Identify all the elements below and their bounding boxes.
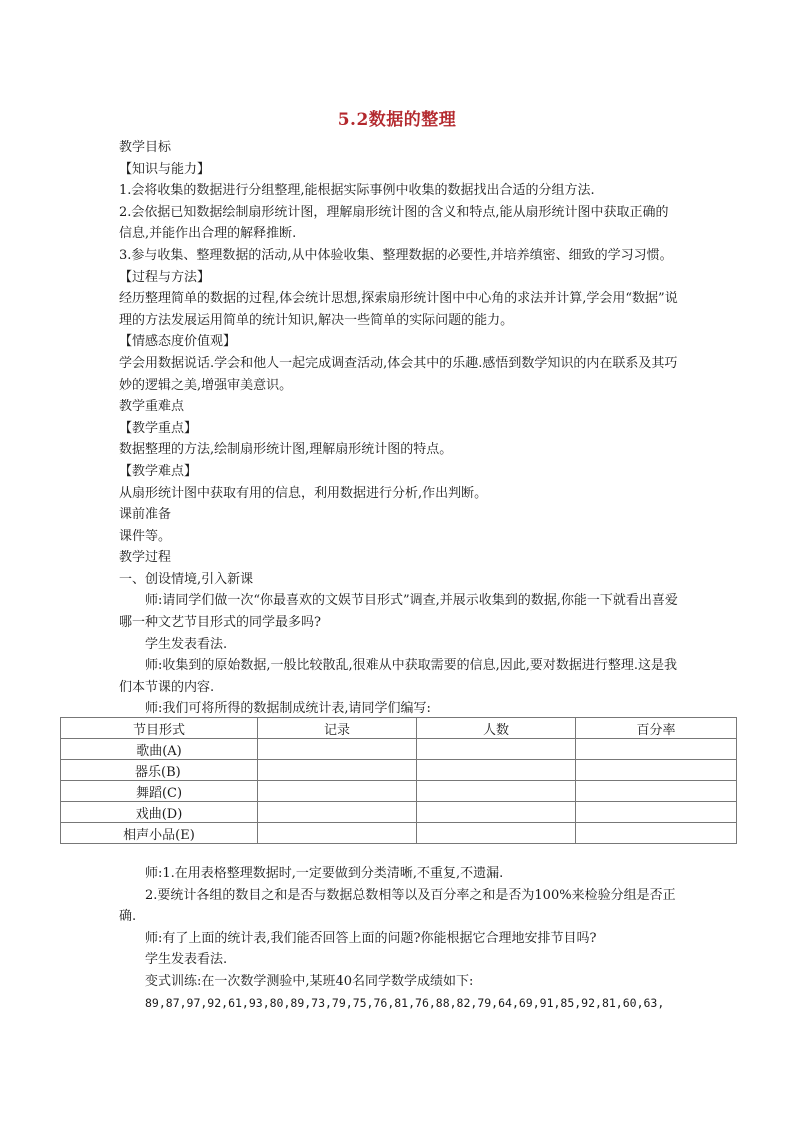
table-header-row: [61, 718, 737, 739]
table-row: [61, 781, 737, 802]
count-cell: [417, 823, 576, 844]
header-count: 人数: [417, 718, 576, 739]
heading-key-points: 教学重难点: [119, 399, 185, 415]
teacher-summary-2: 2.要统计各组的数目之和是否与数据总数相等以及百分率之和是否为100%来检验分组是否正确.: [119, 887, 676, 925]
header-record: 记录: [258, 718, 417, 739]
row-label: 相声小品(E): [61, 823, 258, 844]
difficulty-text: 从扇形统计图中获取有用的信息，利用数据进行分析,作出判断。: [119, 485, 488, 501]
percentage-cell: [576, 760, 737, 781]
subheading-focus: 【教学重点】: [119, 420, 198, 436]
count-cell: [417, 739, 576, 760]
focus-text: 数据整理的方法,绘制扇形统计图,理解扇形统计图的特点。: [119, 442, 453, 458]
teacher-summary-1: 师:1.在用表格整理数据时,一定要做到分类清晰,不重复,不遗漏.: [145, 866, 504, 881]
subheading-difficulty: 【教学难点】: [119, 463, 198, 479]
student-response: 学生发表看法.: [145, 636, 228, 652]
percentage-cell: [576, 802, 737, 823]
preparation-text: 课件等。: [119, 528, 172, 544]
subheading-knowledge: 【知识与能力】: [119, 161, 211, 177]
process-text: 经历整理简单的数据的过程,体会统计思想,探索扇形统计图中中心角的求法并计算,学会用“数据”说理的方法发展运用简单的统计知识,解决一些简单的实际问题的能力。: [119, 291, 678, 328]
heading-preparation: 课前准备: [119, 507, 172, 523]
teacher-instruction: 师:我们可将所得的数据制成统计表,请同学们编写:: [145, 701, 431, 717]
record-cell: [258, 823, 417, 844]
table-row: [61, 802, 737, 823]
summary-section: [119, 863, 679, 1014]
variant-exercise: 变式训练:在一次数学测验中,某班40名同学数学成绩如下:: [145, 973, 474, 989]
attitude-text: 学会用数据说话.学会和他人一起完成调查活动,体会其中的乐趣.感悟到数学知识的内在联系及其巧妙的逻辑之美,增强审美意识。: [119, 355, 678, 393]
percentage-cell: [576, 739, 737, 760]
teacher-question: 师:请同学们做一次“你最喜欢的文娱节目形式”调查,并展示收集到的数据,你能一下就看出喜爱哪一种文艺节目形式的同学最多吗?: [119, 593, 678, 631]
objective-3: 3.参与收集、整理数据的活动,从中体验收集、整理数据的必要性,并培养缜密、细致的学习习惯。: [119, 247, 673, 263]
table-row: [61, 739, 737, 760]
row-label: 舞蹈(C): [61, 781, 258, 802]
row-label: 歌曲(A): [61, 739, 258, 760]
count-cell: [417, 781, 576, 802]
objective-2: 2.会依据已知数据绘制扇形统计图，理解扇形统计图的含义和特点,能从扇形统计图中获取正确的信息,并能作出合理的解释推断.: [119, 204, 669, 242]
count-cell: [417, 760, 576, 781]
stat-table: [60, 717, 737, 844]
record-cell: [258, 739, 417, 760]
percentage-cell: [576, 781, 737, 802]
objective-1: 1.会将收集的数据进行分组整理,能根据实际事例中收集的数据找出合适的分组方法.: [119, 183, 595, 199]
heading-objectives: 教学目标: [119, 140, 172, 155]
record-cell: [258, 781, 417, 802]
row-label: 戏曲(D): [61, 802, 258, 823]
table-row: [61, 760, 737, 781]
heading-process: 教学过程: [119, 550, 172, 566]
page-title: 5.2数据的整理: [337, 110, 457, 130]
teacher-explanation: 师:收集到的原始数据,一般比较散乱,很难从中获取需要的信息,因此,要对数据进行整理.这是我们本节课的内容.: [119, 658, 678, 695]
record-cell: [258, 802, 417, 823]
teacher-followup: 师:有了上面的统计表,我们能否回答上面的问题?你能根据它合理地安排节目吗?: [145, 930, 597, 946]
count-cell: [417, 802, 576, 823]
section-1-heading: 一、创设情境,引入新课: [119, 571, 254, 587]
table-row: [61, 823, 737, 844]
subheading-process: 【过程与方法】: [119, 269, 211, 285]
objectives-section: [119, 137, 679, 720]
row-label: 器乐(B): [61, 760, 258, 781]
percentage-cell: [576, 823, 737, 844]
score-list: 89,87,97,92,61,93,80,89,73,79,75,76,81,76,88,82,79,64,69,91,85,92,81,60,63,: [145, 995, 665, 1010]
student-response-2: 学生发表看法.: [145, 952, 228, 968]
header-program-form: 节目形式: [61, 718, 258, 739]
header-percentage: 百分率: [576, 718, 737, 739]
record-cell: [258, 760, 417, 781]
subheading-attitude: 【情感态度价值观】: [119, 334, 237, 350]
